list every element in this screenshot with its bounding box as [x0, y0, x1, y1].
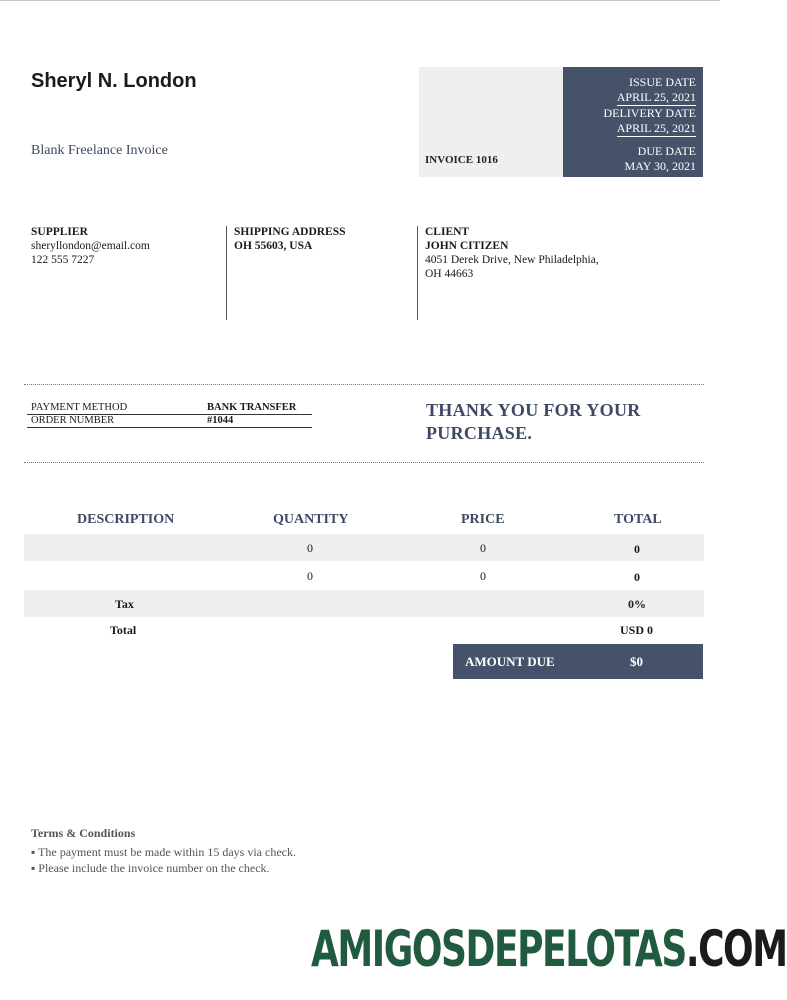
top-border: [0, 0, 720, 1]
dates-panel: [563, 67, 703, 177]
section-divider: [24, 462, 704, 463]
col-header-price: PRICE: [461, 512, 505, 527]
delivery-date-value: APRIL 25, 2021: [616, 121, 696, 135]
supplier-block: [31, 225, 150, 267]
col-header-quantity: QUANTITY: [273, 512, 349, 527]
order-number-label: ORDER NUMBER: [31, 415, 115, 426]
total-value: USD 0: [620, 623, 654, 637]
amount-due-label: AMOUNT DUE: [465, 654, 555, 669]
order-number-row: [27, 415, 312, 428]
payment-method-row: [27, 402, 312, 415]
shipping-address: OH 55603, USA: [234, 240, 313, 252]
tax-row: [24, 590, 704, 617]
watermark-domain: .COM: [685, 920, 787, 978]
row-total: 0: [634, 542, 640, 556]
invoice-subtitle: Blank Freelance Invoice: [31, 143, 168, 158]
client-name: JOHN CITIZEN: [425, 240, 509, 252]
supplier-label: SUPPLIER: [31, 226, 88, 238]
row-price: 0: [480, 541, 486, 555]
sender-name: Sheryl N. London: [31, 70, 197, 92]
table-row: [24, 534, 704, 561]
payment-method-label: PAYMENT METHOD: [31, 402, 128, 413]
terms-section: [31, 826, 296, 876]
client-label: CLIENT: [425, 226, 470, 238]
row-price: 0: [480, 569, 486, 583]
col-header-description: DESCRIPTION: [77, 512, 175, 527]
client-block: [425, 225, 599, 281]
due-date-value: MAY 30, 2021: [624, 159, 696, 173]
col-header-total: TOTAL: [614, 512, 662, 527]
column-divider: [226, 226, 227, 320]
site-watermark: [311, 920, 787, 978]
thank-you-message: THANK YOU FOR YOUR PURCHASE.: [426, 400, 641, 443]
client-address-line1: 4051 Derek Drive, New Philadelphia,: [425, 254, 599, 266]
terms-item-text: The payment must be made within 15 days via check.: [38, 845, 296, 859]
total-label: Total: [110, 623, 137, 637]
column-divider: [417, 226, 418, 320]
payment-method-value: BANK TRANSFER: [207, 402, 297, 413]
section-divider: [24, 384, 704, 385]
watermark-name: AMIGOSDEPELOTAS: [311, 920, 686, 978]
row-quantity: 0: [307, 541, 313, 555]
amount-due-value: $0: [630, 654, 643, 669]
order-number-value: #1044: [207, 415, 234, 426]
tax-label: Tax: [115, 597, 134, 611]
amount-due-box: [453, 644, 703, 679]
shipping-label: SHIPPING ADDRESS: [234, 226, 346, 238]
terms-item-text: Please include the invoice number on the check.: [38, 861, 270, 875]
table-row: [24, 562, 704, 589]
tax-value: 0%: [628, 597, 646, 611]
invoice-number: INVOICE 1016: [425, 154, 498, 166]
supplier-phone: 122 555 7227: [31, 254, 95, 266]
supplier-email: sheryllondon@email.com: [31, 240, 150, 252]
issue-date-value: APRIL 25, 2021: [616, 90, 696, 104]
terms-title: Terms & Conditions: [31, 826, 136, 840]
delivery-date-label: DELIVERY DATE: [603, 106, 696, 120]
issue-date-label: ISSUE DATE: [628, 75, 696, 89]
total-row: [24, 616, 704, 643]
row-quantity: 0: [307, 569, 313, 583]
shipping-block: [234, 225, 346, 253]
invoice-header-box: [419, 67, 703, 177]
client-address-line2: OH 44663: [425, 268, 474, 280]
due-date-label: DUE DATE: [637, 144, 696, 158]
terms-item: ▪ The payment must be made within 15 days via check.: [31, 845, 296, 859]
terms-item: ▪ Please include the invoice number on the check.: [31, 861, 270, 875]
row-total: 0: [634, 570, 640, 584]
